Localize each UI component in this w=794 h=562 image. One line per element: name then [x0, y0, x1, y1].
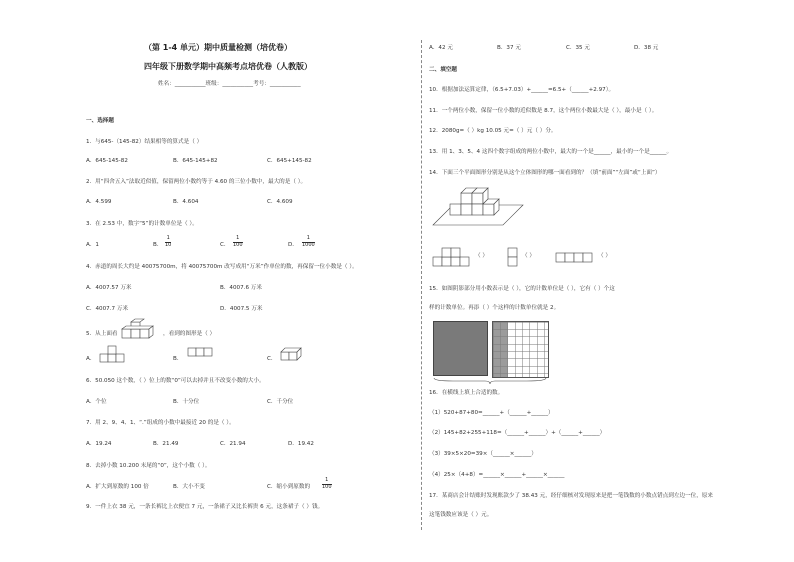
q14-solid-figure	[433, 183, 523, 227]
question-5: 5．从上面看	[86, 331, 118, 337]
q1-option-c: C．645+145-82	[267, 158, 312, 164]
question-3: 3．在 2.53 中，数字“5”的计数单位是（ ）。	[86, 221, 198, 227]
q2-option-c: C．4.609	[267, 199, 293, 205]
q5-option-a: A．	[86, 356, 96, 362]
q4-option-a: A．4007.57 万米	[86, 285, 132, 291]
q5-option-c-figure	[281, 348, 305, 362]
q4-option-d: D．4007.5 万米	[220, 306, 263, 312]
q16-line-1: （1）520+87+80=______+（______+______）	[429, 410, 554, 416]
q7-option-a: A．19.24	[86, 441, 112, 447]
q16-line-2: （2）145+82+255+118=（______+______）+（______+______）	[429, 430, 606, 436]
question-17-line-2: 这笔钱数应该是（ ）元。	[429, 512, 493, 518]
question-14: 14．下面三个平面图形分别是从这个立体图形的哪一面看到的？（填“前面”“左面”或“上面”）	[429, 170, 661, 176]
q1-option-b: B．645-145+82	[173, 158, 218, 164]
q7-option-b: B．21.49	[153, 441, 179, 447]
q16-line-3: （3）39×5×20=39×（______×______）	[429, 451, 537, 457]
question-7: 7．用 2、9、4、1、“.”组成的小数中最接近 20 的是（ ）。	[86, 420, 235, 426]
q14-view-3	[556, 245, 596, 269]
q3-fraction-c: 1 100	[233, 235, 243, 248]
question-2: 2．用“四舍五入”法取近似值，保留两位小数约等于 4.60 的三位小数中，最大的是（ ）。	[86, 179, 307, 185]
q3-option-d: D．	[288, 242, 298, 248]
q9-option-a: A．42 元	[429, 45, 453, 51]
question-16: 16．在横线上填上合适的数。	[429, 390, 504, 396]
question-9: 9．一件上衣 38 元，一条长裤比上衣便宜 7 元，一条裙子又比长裤贵 6 元，这条裙子（ ）钱。	[86, 504, 324, 510]
q5-solid-figure	[122, 321, 162, 341]
q9-option-c: C．35 元	[566, 45, 590, 51]
q14-blank-1[interactable]: （ ）	[475, 253, 488, 259]
exam-subtitle: 四年级下册数学期中高频考点培优卷（人教版）	[144, 62, 312, 71]
q6-option-a: A．个位	[86, 399, 107, 405]
question-4: 4．赤道的周长大约是 40075700m，将 40075700m 改写成用“万米”作单位的数，再保留一位小数是（ ）。	[86, 264, 358, 270]
question-8: 8．去掉小数 10.200 末尾的“0”，这个小数（ ）。	[86, 463, 211, 469]
q2-option-b: B．4.604	[173, 199, 199, 205]
exam-title: （第 1-4 单元）期中质量检测（培优卷）	[144, 43, 293, 52]
q8-fraction: 1 100	[322, 477, 332, 490]
q15-hundred-grid	[492, 321, 549, 378]
question-15-line-2: 样的计数单位。再添（ ）个这样的计数单位就是 2。	[429, 305, 560, 311]
q7-option-c: C．21.94	[220, 441, 246, 447]
question-15-line-1: 15．如图阴影部分用小数表示是（ ），它的计数单位是（ ），它有（ ）个这	[429, 286, 615, 292]
q5-option-a-figure	[100, 346, 134, 362]
section-choice-heading: 一、选择题	[86, 118, 114, 124]
q14-view-2	[508, 245, 520, 269]
question-11: 11．一个两位小数，保留一位小数的近似数是 8.7，这个两位小数最大是（ ），最小是（ ）。	[429, 108, 658, 114]
q4-option-c: C．4007.7 万米	[86, 306, 129, 312]
q3-fraction-b: 1 10	[165, 235, 172, 248]
question-10: 10．根据加法运算定律，（6.5+7.03）+______=6.5+（______+2.97）。	[429, 87, 615, 93]
q14-blank-2[interactable]: （ ）	[522, 253, 535, 259]
q5-option-c: C．	[267, 356, 277, 362]
q15-brace	[433, 377, 547, 385]
q14-blank-3[interactable]: （ ）	[598, 253, 611, 259]
q2-option-a: A．4.599	[86, 199, 112, 205]
q3-option-c: C．	[220, 242, 230, 248]
q3-fraction-d: 1 1000	[302, 235, 315, 248]
q9-option-b: B．37 元	[497, 45, 521, 51]
student-info-line: 姓名：___________班级：___________考号：___________	[158, 81, 301, 87]
question-1: 1．与645-（145-82）结果相等的算式是（ ）	[86, 139, 203, 145]
question-13: 13．用 1、3、5、4 这四个数字组成的两位小数中，最大的一个是______，最小的一个是______。	[429, 149, 673, 155]
question-6: 6．50.050 这个数，（ ）位上的数“0”可以去掉并且不改变小数的大小。	[86, 378, 265, 384]
q9-option-d: D．38 元	[634, 45, 659, 51]
q15-shaded-square	[433, 321, 488, 376]
q5-option-b: B．	[173, 356, 183, 362]
column-divider	[421, 40, 422, 530]
q8-option-c: C．缩小到原数的	[267, 484, 311, 490]
q6-option-c: C．千分位	[267, 399, 294, 405]
question-17-line-1: 17．某商店会计结账时发现账款少了 38.43 元，经仔细核对发现原来是把一笔钱数的小数点错点到左边一位，原来	[429, 493, 714, 499]
question-5-tail: ，看到的图形是（ ）	[163, 331, 216, 337]
q1-option-a: A．645-145-82	[86, 158, 128, 164]
q7-option-d: D．19.42	[288, 441, 314, 447]
q6-option-b: B．十分位	[173, 399, 200, 405]
q3-option-b: B．	[153, 242, 163, 248]
q8-option-b: B．大小不变	[173, 484, 205, 490]
q14-view-1	[433, 245, 473, 269]
section-fill-heading: 二、填空题	[429, 67, 457, 73]
q8-option-a: A．扩大到原数的 100 倍	[86, 484, 149, 490]
q4-option-b: B．4007.6 万米	[220, 285, 262, 291]
q16-line-4: （4）25×（4+8）=______×______+______×______	[429, 472, 565, 478]
q5-option-b-figure	[188, 348, 222, 360]
question-12: 12．2080g=（ ）kg 10.05 元=（ ）元（ ）分。	[429, 128, 557, 134]
q3-option-a: A．1	[86, 242, 99, 248]
